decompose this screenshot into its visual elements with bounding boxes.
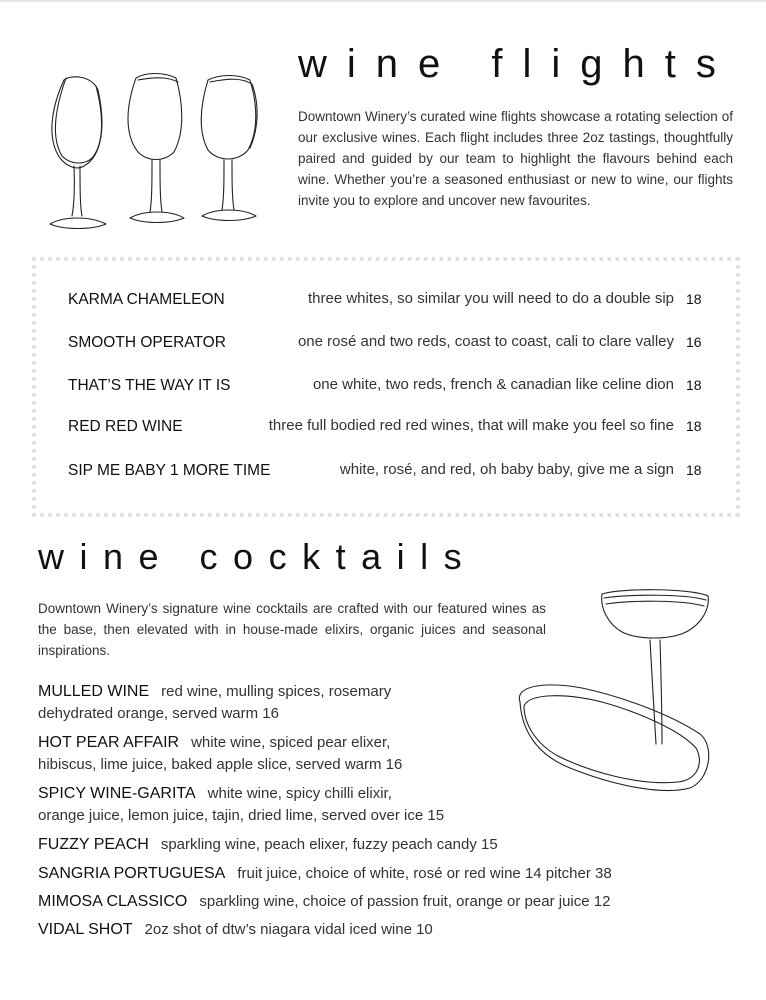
cocktail-description: sparkling wine, choice of passion fruit, orange or pear juice 12 (199, 893, 611, 910)
flight-name: SIP ME BABY 1 MORE TIME (68, 462, 271, 479)
flights-intro: Downtown Winery’s curated wine flights showcase a rotating selection of our exclusive wines. Each flight includes three 2oz tastings, thoughtfully paired and guided by our team to highlight the flavours behind each wine. Whether you’re a seasoned enthusiast or new to wine, our flights invite you to explore and uncover new favourites. (298, 109, 733, 208)
cocktail-description: 2oz shot of dtw’s niagara vidal iced wine 10 (144, 921, 433, 938)
cocktail-item (38, 865, 612, 883)
cocktail-name: MIMOSA CLASSICO (38, 893, 188, 910)
cocktail-item (38, 893, 610, 911)
flight-description: one rosé and two reds, coast to coast, cali to clare valley (297, 333, 674, 350)
cocktail-description: fruit juice, choice of white, rosé or red wine 14 pitcher 38 (237, 865, 612, 882)
cocktail-name: VIDAL SHOT (38, 921, 133, 938)
cocktail-description-continued: hibiscus, lime juice, baked apple slice, served warm 16 (38, 756, 403, 773)
coupe-glass-sketch-icon (510, 584, 715, 794)
flight-name: SMOOTH OPERATOR (68, 334, 226, 351)
flight-name: RED RED WINE (68, 418, 183, 435)
cocktail-item (38, 683, 391, 722)
flight-description: one white, two reds, french & canadian like celine dion (312, 376, 674, 393)
flight-item (36, 416, 736, 440)
flight-item (36, 460, 736, 484)
cocktails-intro: Downtown Winery’s signature wine cocktails are crafted with our featured wines as the base, then elevated with in house-made elixirs, organic juices and seasonal inspirations. (38, 601, 546, 658)
cocktail-description-continued: orange juice, lemon juice, tajin, dried lime, served over ice 15 (38, 807, 445, 824)
top-border (0, 0, 766, 2)
flight-item (36, 375, 736, 399)
flight-description: three full bodied red red wines, that will make you feel so fine (268, 417, 674, 434)
cocktail-name: MULLED WINE (38, 683, 150, 700)
flight-price: 16 (686, 334, 702, 350)
cocktail-name: SPICY WINE-GARITA (38, 785, 196, 802)
cocktail-item (38, 921, 433, 939)
flight-price: 18 (686, 291, 702, 307)
cocktail-name: HOT PEAR AFFAIR (38, 734, 180, 751)
flight-price: 18 (686, 462, 702, 478)
cocktail-description-continued: dehydrated orange, served warm 16 (38, 705, 279, 722)
cocktail-description: white wine, spicy chilli elixir, (207, 785, 392, 802)
cocktails-title: wine cocktails (38, 536, 478, 577)
flight-item (36, 332, 736, 356)
cocktail-name: FUZZY PEACH (38, 836, 149, 853)
flight-price: 18 (686, 418, 702, 434)
flight-item (36, 289, 736, 313)
flights-menu-box (32, 257, 740, 517)
flight-name: KARMA CHAMELEON (68, 291, 225, 308)
flight-price: 18 (686, 377, 702, 393)
cocktail-description: white wine, spiced pear elixer, (191, 734, 391, 751)
cocktail-item (38, 734, 402, 773)
flights-title: wine flights (298, 42, 736, 86)
cocktail-description: sparkling wine, peach elixer, fuzzy peach candy 15 (160, 836, 498, 853)
wine-glasses-sketch-icon (44, 66, 274, 236)
flight-description: three whites, so similar you will need to do a double sip (307, 290, 674, 307)
flight-description: white, rosé, and red, oh baby baby, give me a sign (339, 461, 674, 478)
cocktail-name: SANGRIA PORTUGUESA (38, 865, 226, 882)
cocktail-item (38, 785, 444, 824)
flight-name: THAT’S THE WAY IT IS (68, 377, 231, 394)
cocktail-item (38, 836, 498, 854)
cocktail-description: red wine, mulling spices, rosemary (161, 683, 392, 700)
